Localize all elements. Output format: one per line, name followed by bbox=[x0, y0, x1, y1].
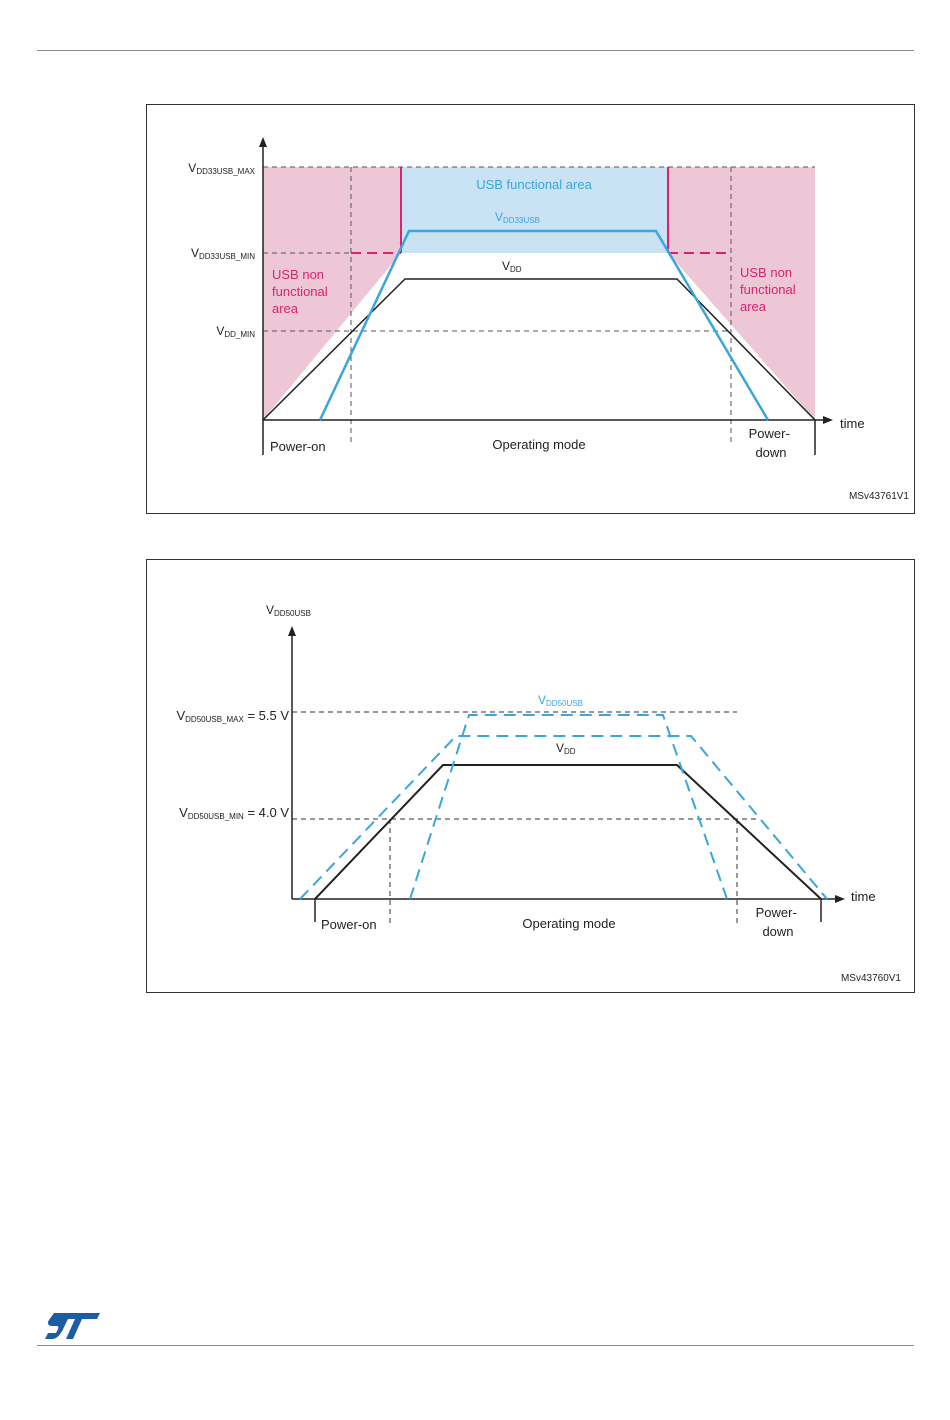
label-vdd: VDD bbox=[556, 741, 576, 756]
vdd-curve bbox=[315, 765, 821, 899]
figure-vdd33usb bbox=[146, 104, 915, 514]
label-usb-non-functional-right: USB non functional area bbox=[740, 265, 796, 314]
figure-vdd50usb bbox=[146, 559, 915, 993]
st-logo-icon bbox=[44, 1311, 102, 1341]
label-vdd50usb-min: VDD50USB_MIN = 4.0 V bbox=[179, 805, 289, 821]
label-usb-functional-area: USB functional area bbox=[476, 177, 592, 192]
label-time: time bbox=[851, 889, 876, 904]
label-vdd-min: VDD_MIN bbox=[216, 324, 255, 339]
label-power-down: Power- down bbox=[755, 905, 797, 939]
figure-ref: MSv43760V1 bbox=[840, 973, 901, 984]
label-power-down: Power- down bbox=[748, 426, 790, 460]
y-axis-arrow bbox=[288, 626, 296, 636]
label-vdd50usb: VDD50USB bbox=[538, 693, 583, 708]
label-y-axis-vdd50usb: VDD50USB bbox=[266, 603, 311, 618]
label-vdd33usb: VDD33USB bbox=[495, 210, 540, 225]
vdd50usb-curve-outer bbox=[300, 736, 827, 899]
footer-rule bbox=[37, 1345, 914, 1346]
label-time: time bbox=[840, 416, 865, 431]
figure-ref: MSv43761V1 bbox=[848, 491, 909, 502]
vdd50usb-curve-inner bbox=[410, 715, 727, 899]
label-vdd: VDD bbox=[502, 259, 522, 274]
y-axis-arrow bbox=[259, 137, 267, 147]
label-power-on: Power-on bbox=[270, 439, 326, 454]
figure2-diagram bbox=[147, 560, 914, 992]
header-rule bbox=[37, 50, 914, 51]
label-usb-non-functional-left: USB non functional area bbox=[272, 267, 328, 316]
st-logo bbox=[44, 1311, 102, 1346]
x-axis-arrow bbox=[823, 416, 833, 424]
label-operating-mode: Operating mode bbox=[492, 437, 586, 452]
label-vdd33usb-min: VDD33USB_MIN bbox=[190, 246, 255, 261]
label-vdd50usb-max: VDD50USB_MAX = 5.5 V bbox=[176, 708, 289, 724]
figure1-diagram bbox=[147, 105, 914, 513]
label-vdd33usb-max: VDD33USB_MAX bbox=[188, 161, 255, 176]
label-power-on: Power-on bbox=[321, 917, 377, 932]
x-axis-arrow bbox=[835, 895, 845, 903]
label-operating-mode: Operating mode bbox=[522, 916, 616, 931]
